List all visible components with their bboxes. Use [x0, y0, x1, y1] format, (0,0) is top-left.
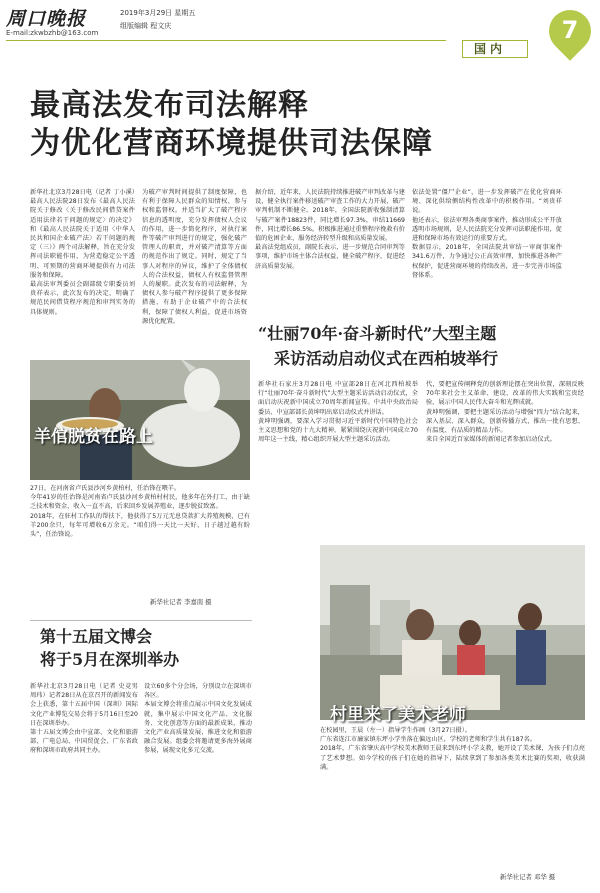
page-number: 7: [561, 16, 579, 44]
expo-headline-line1: 第十五届文博会: [40, 627, 153, 646]
art-teacher-illustration: [320, 545, 585, 720]
lead-story-col-4: 依法处置“僵尸企业”，进一步发挥破产在优化营商环境、深化供给侧结构性改革中的积极作用。“刘贵祥说。 他还表示，依法审理各类商事案件，推动形成公平开放透明市场规则，是人民法院充分发挥司法职能作用，促进和保障市场有效运行的重要方式。 数据显示，2018年，全国法院共审结一审商事案件341.6万件，力争通过公正高效审理，加快推进各种产权保护，促进营商环境的持续改善，进一步完善市场监督体系。: [412, 189, 562, 279]
photo-art-teacher: [320, 545, 585, 720]
newspaper-logo: 周口晚报: [6, 8, 87, 30]
art-teacher-caption: 在校园里，王晨（左一）指导学生作画（3月27日摄）。 广东省连江市廉家镇东坪小学坐落在偏远山区，学校的老师和学生共有187名。 2018年，广东省肇庆高中学校美术教师王晨来到东坪小学支教，她开设了美术课，为孩子们点亮了艺术梦想。如今学校的孩子们在她的指导下，陆续拿到了参加各类美术比赛的奖项，收获满满。: [320, 727, 585, 771]
expo-headline-line2: 将于5月在深圳举办: [40, 650, 180, 669]
expo-divider: [30, 620, 252, 621]
lead-story-col-1: 新华社北京3月28日电（记者 丁小溪）最高人民法院28日发布《最高人民法院关于修改〈关于修改民间借贷案件适用法律若干问题的规定〉的决定》和《最高人民法院关于适用〈中华人民共和国企业破产法〉若干问题的规定（三）》两个司法解释，旨在充分发挥司法职能作用，为营造稳定公平透明、可预期的营商环境提供有力司法服务和保障。 最高法审判委员会副部级专职委员刘贵祥表示，此次发布的决定，明确了规范民间借贷程序规范和审判实务的具体规则。: [30, 189, 135, 316]
second-story-col-1: 新华社石家庄3月28日电 中宣部28日在河北西柏坡举行“壮丽70年·奋斗新时代”大型主题采访活动启动仪式，全面启动庆祝新中国成立70周年新闻宣传。中共中央政治局委员、中宣部部长黄坤明出席启动仪式并讲话。 黄坤明强调，要深入学习贯彻习近平新时代中国特色社会主义思想和党的十九大精神，紧紧围绕庆祝新中国成立70周年这一主线，精心组织开展大型主题采访活动。: [258, 381, 418, 444]
lead-headline-line1: 最高法发布司法解释: [30, 88, 309, 123]
goat-herder-illustration: [30, 360, 250, 480]
goat-herder-caption: 27日，在河南省卢氏县沙河乡黄柏村，任治锋在喂羊。 今年41岁的任治锋是河南省卢氏县沙河乡黄柏村村民，他多年在外打工，由于缺乏技术和资金，收入一直不高，后来回乡发展养殖业，逐步脱贫致富。 2018年，在驻村工作队的帮扶下，他获得了5万元无息贷款扩大养殖规模，已有羊200余只，每年可增收6万余元。“咱们得一天比一天好，日子越过越有盼头”，任治锋说。: [30, 485, 250, 539]
expo-story-col-2: 设立60多个分会场，分别设立在深圳市各区。 本届文博会将重点展示中国文化发展成就，集中展示中国文化产品、文化服务、文化创意等方面的最新成果，推动文化产业高质量发展，推进文化和旅游融合发展。组委会将邀请更多海外展商参展，展现文化多元交流。: [144, 683, 252, 755]
layout-editor: 组版编辑 程文庆: [120, 22, 172, 30]
expo-story-col-1: 新华社北京3月28日电（记者 史竞男 周玮）记者28日从在京召开的新闻发布会上获悉，第十五届中国（深圳）国际文化产业博览交易会将于5月16日至20日在深圳举办。 第十五届文博会由中宣部、文化和旅游部、广电总局、中国贸促会、广东省政府和深圳市政府共同主办。: [30, 683, 138, 755]
second-headline-line2: 采访活动启动仪式在西柏坡举行: [274, 349, 499, 368]
section-name: 国内: [474, 42, 507, 56]
art-teacher-byline: 新华社记者 邓华 摄: [500, 873, 556, 881]
photo-goat-herder: [30, 360, 250, 480]
lead-headline-line2: 为优化营商环境提供司法保障: [30, 126, 433, 161]
lead-story-col-3: 据介绍，近年来，人民法院持续推进破产审判改革与建设，健全执行案件移送破产审查工作的大力开展，破产审判机制不断健全。2018年，全国法院新收强制清算与破产案件18823件，同比增长97.3%，审结11669件，同比增长86.5%。积极推进通过重整程序挽救有价值的危困企业，服务经济转型升级和高质量发展。 最高法党组成员，副院长表示，进一步规范合同审判等事项，维护市场主体合法权益，健全破产程序，促进经济高质量发展。: [255, 189, 405, 270]
issue-date: 2019年3月29日 星期五: [120, 9, 196, 17]
masthead-rule: [6, 40, 446, 41]
photo-title-goat-herder: 羊倌脱贫在路上: [34, 427, 153, 447]
contact-email: E-mail:zkwbzhb@163.com: [6, 29, 99, 37]
photo-title-art-teacher: 村里来了美术老师: [330, 705, 466, 725]
lead-story-col-2: 为破产审判时间提供了制度保障，也有利于保障人民群众的知情权、参与权和监督权。并适当扩大了破产程序信息的透明度，充分发挥债权人会议的作用，进一步简化程序，对执行案件等破产审判进行的规定，强化破产管理人的职责，并对破产清算等方面的规范作出了规定。同时，规定了当事人对程序的异议，维护了全体债权人的合法权益，债权人有权监督管理人的履职。此次发布的司法解释，为债权人参与破产程序提供了更多保障措施，有助于企业破产中的合法权利，保障了债权人利益，促进市场资源优化配置。: [142, 189, 247, 325]
second-headline-line1: “壮丽70年·奋斗新时代”大型主题: [258, 324, 497, 343]
second-story-col-2: 代，要把宣传阐释党的创新理论摆在突出位置，深刻反映70年来社会主义革命、建设、改革的伟大实践和宝贵经验，展示中国人民伟大奋斗和光辉成就。 黄坤明强调，要把主题采访活动与增强“四力”结合起来，深入基层、深入群众，创新传播方式，推出一批有思想、有温度、有品质的精品力作。 来自全国近百家媒体的新闻记者参加启动仪式。: [426, 381, 584, 444]
goat-herder-byline: 新华社记者 李嘉南 摄: [150, 598, 212, 606]
masthead: [0, 0, 600, 78]
